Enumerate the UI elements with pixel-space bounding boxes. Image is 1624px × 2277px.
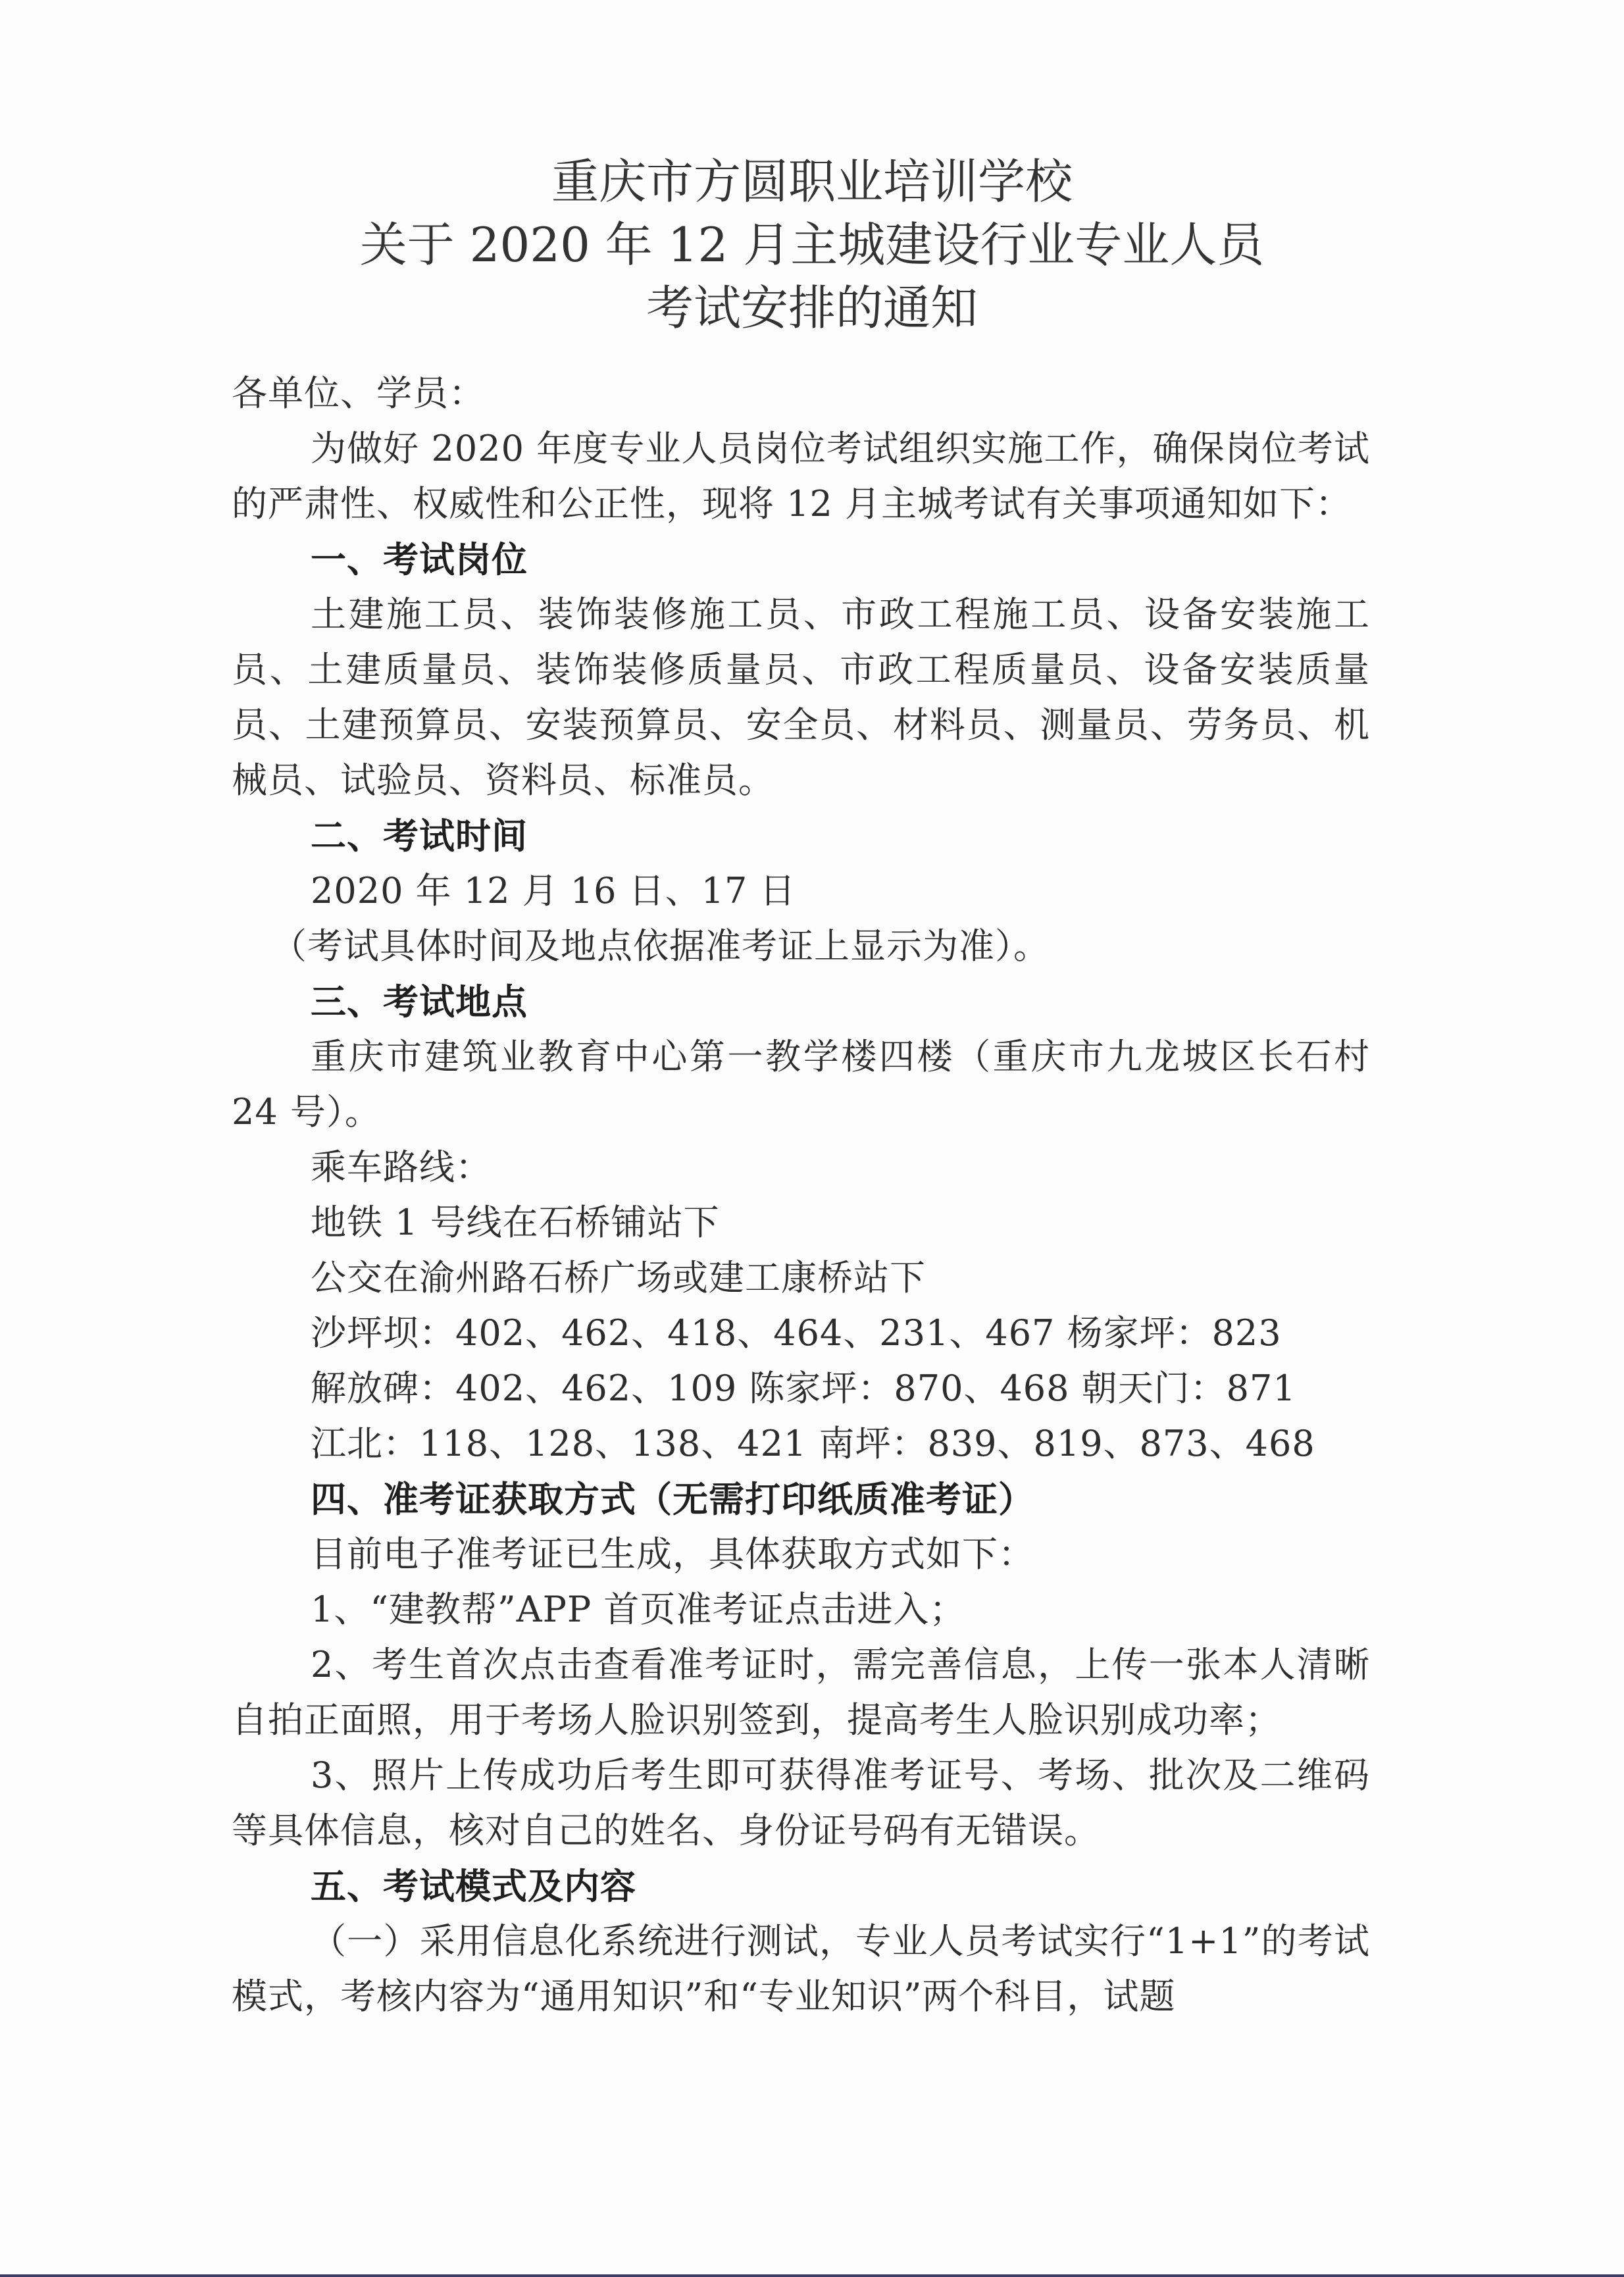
section-4-heading: 四、准考证获取方式（无需打印纸质准考证） [311,1478,1034,1520]
exam-address: 重庆市建筑业教育中心第一教学楼四楼（重庆市九龙坡区长石村 24 号）。 [232,1036,1370,1133]
section-1-text: 土建施工员、装饰装修施工员、市政工程施工员、设备安装施工员、土建质量员、装饰装修质量员、市政工程质量员、设备安装质量员、土建预算员、安装预算员、安全员、材料员、测量员、劳务员、机械员、试验员、资料员、标准员。 [232,594,1370,801]
title-line-1: 重庆市方圆职业培训学校 [551,154,1073,209]
salutation: 各单位、学员： [232,372,485,414]
page-bottom-edge [0,2274,1624,2277]
route-metro: 地铁 1 号线在石桥铺站下 [311,1202,720,1243]
intro-paragraph: 为做好 2020 年度专业人员岗位考试组织实施工作，确保岗位考试的严肃性、权威性和公正性，现将 12 月主城考试有关事项通知如下： [232,428,1370,524]
section-3-heading: 三、考试地点 [311,981,528,1023]
section-5-heading: 五、考试模式及内容 [311,1865,636,1907]
exam-date: 2020 年 12 月 16 日、17 日 [311,870,796,911]
bus-line-2: 解放碑：402、462、109 陈家坪：870、468 朝天门：871 [311,1368,1296,1409]
route-bus: 公交在渝州路石桥广场或建工康桥站下 [311,1257,926,1298]
bus-line-1: 沙坪坝：402、462、418、464、231、467 杨家坪：823 [311,1312,1282,1354]
title-line-3: 考试安排的通知 [646,280,978,336]
section-2-heading: 二、考试时间 [311,815,528,857]
step-3: 3、照片上传成功后考生即可获得准考证号、考场、批次及二维码等具体信息，核对自己的姓名、身份证号码有无错误。 [232,1754,1370,1851]
section-4-text: 目前电子准考证已生成，具体获取方式如下： [311,1533,1034,1575]
exam-date-note: （考试具体时间及地点依据准考证上显示为准）。 [271,925,1050,967]
step-2: 2、考生首次点击查看准考证时，需完善信息，上传一张本人清晰自拍正面照，用于考场人脸识别签到，提高考生人脸识别成功率； [232,1644,1370,1741]
route-label: 乘车路线： [311,1146,492,1188]
section-1-heading: 一、考试岗位 [311,538,528,580]
bus-line-3: 江北：118、128、138、421 南坪：839、819、873、468 [311,1423,1315,1464]
document-body [232,366,1370,2024]
title-line-2: 关于 2020 年 12 月主城建设行业专业人员 [359,217,1265,272]
step-1: 1、“建教帮”APP 首页准考证点击进入； [311,1589,966,1630]
section-5-text: （一）采用信息化系统进行测试，专业人员考试实行“1+1”的考试模式，考核内容为“通用知识”和“专业知识”两个科目，试题 [232,1920,1370,2017]
document-title [0,150,1624,340]
